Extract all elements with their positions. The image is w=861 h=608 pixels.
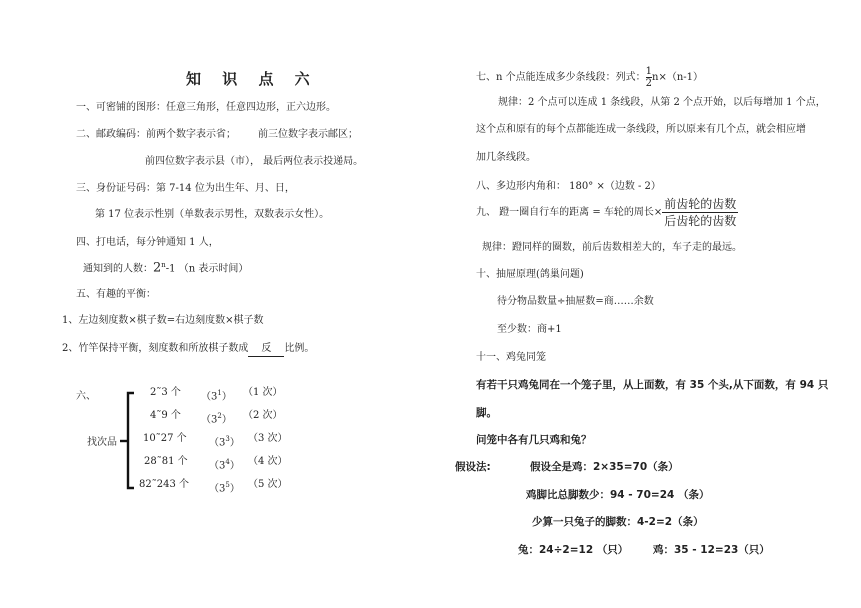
item-10-pigeonhole: 十、抽屉原理(鸽巢问题) [476, 269, 584, 280]
balance-2-post: 比例。 [284, 343, 315, 354]
assume-method-label: 假设法: [455, 461, 491, 473]
item-5-balance-2 [62, 342, 314, 357]
power-base: 3 [211, 414, 218, 426]
fraction-numerator: 1 [645, 66, 652, 77]
solution-step-3: 少算一只兔子的脚数：4-2=2（条） [532, 516, 704, 528]
item-11-chicken-rabbit: 十一、鸡兔同笼 [476, 352, 546, 363]
item-6-label: 六、 [76, 391, 96, 402]
row-range: 28˜81 个 [144, 456, 188, 467]
paren-open: （ [201, 391, 211, 403]
notified-label: 通知到的人数： [83, 263, 153, 275]
row-power [209, 478, 240, 496]
item-2-postcode-c: 前四位数字表示县（市）， 最后两位表示投递局。 [145, 156, 364, 167]
fraction-denominator: 2 [645, 78, 652, 89]
gear-fraction [662, 196, 738, 229]
power-exponent: n [161, 261, 166, 269]
row-range: 4˜9 个 [150, 410, 181, 421]
bicycle-rule: 规律：蹬同样的圈数，前后齿数相差大的，车子走的最远。 [482, 242, 742, 253]
power-base: 2 [153, 260, 162, 276]
item-9-bicycle [476, 196, 738, 229]
row-range: 2˜3 个 [150, 387, 181, 398]
item-4-phone-b [83, 258, 248, 276]
balance-2-pre: 2、竹竿保持平衡，刻度数和所放棋子数成 [62, 343, 249, 354]
item-5-balance: 五、有趣的平衡： [76, 289, 156, 300]
row-times: （4 次） [248, 456, 288, 467]
row-range: 82˜243 个 [139, 479, 189, 490]
solution-step-2: 鸡脚比总脚数少：94 - 70=24 （条） [526, 489, 710, 501]
paren-close: ） [229, 483, 240, 495]
row-times: （5 次） [248, 479, 288, 490]
power-exponent: 5 [225, 481, 230, 489]
row-power [209, 432, 240, 450]
item-2-postcode-a: 二、邮政编码：前两个数字表示省； [76, 129, 236, 140]
paren-open: （ [209, 483, 219, 495]
bicycle-pre: 九、 蹬一圈自行车的距离 = 车轮的周长× [476, 207, 663, 218]
item-3-idcard-b: 第 17 位表示性别（单数表示男性，双数表示女性）。 [95, 209, 330, 220]
brace-icon [118, 390, 138, 494]
power-base: 3 [219, 483, 226, 495]
segments-rule-2: 这个点和原有的每个点都能连成一条线段，所以原来有几个点，就会相应增 [476, 124, 806, 135]
paren-open: （ [209, 460, 219, 472]
gear-numerator: 前齿轮的齿数 [664, 197, 737, 211]
page-title: 知 识 点 六 [186, 70, 318, 88]
problem-line-2: 脚。 [476, 407, 497, 419]
item-1-tessellation: 一、可密铺的图形：任意三角形，任意四边形，正六边形。 [76, 102, 336, 113]
item-2-postcode-b: 前三位数字表示邮区； [258, 129, 358, 140]
segments-rule-3: 加几条线段。 [476, 152, 536, 163]
solution-rabbits: 兔：24÷2=12 （只） [518, 544, 629, 556]
paren-open: （ [201, 414, 211, 426]
gear-denominator: 后齿轮的齿数 [664, 214, 737, 228]
row-times: （2 次） [243, 410, 283, 421]
paren-close: ） [221, 414, 232, 426]
power-base: 3 [211, 391, 218, 403]
power-exponent: 3 [225, 435, 230, 443]
row-power [209, 455, 240, 473]
row-power [201, 386, 232, 404]
row-times: （3 次） [248, 433, 288, 444]
notified-tail: -1 （n 表示时间） [165, 263, 249, 275]
paren-close: ） [229, 460, 240, 472]
solution-step-1: 假设全是鸡：2×35=70（条） [530, 461, 679, 473]
segments-post: n×（n-1） [652, 72, 704, 83]
item-3-idcard-a: 三、身份证号码：第 7-14 位为出生年、月、日， [76, 183, 295, 194]
item-4-phone-a: 四、打电话，每分钟通知 1 人， [76, 237, 219, 248]
pigeonhole-formula: 待分物品数量÷抽屉数=商……余数 [497, 296, 654, 307]
pigeonhole-minimum: 至少数：商+1 [497, 324, 562, 335]
problem-line-1: 有若干只鸡兔同在一个笼子里，从上面数，有 35 个头,从下面数，有 94 只 [476, 379, 829, 391]
solution-chickens: 鸡：35 - 12=23（只） [653, 544, 770, 556]
power-base: 3 [219, 460, 226, 472]
power-exponent: 1 [217, 389, 222, 397]
power-exponent: 4 [225, 458, 230, 466]
paren-close: ） [221, 391, 232, 403]
segments-rule-1: 规律：2 个点可以连成 1 条线段，从第 2 个点开始，以后每增加 1 个点， [498, 97, 826, 108]
power-exponent: 2 [217, 412, 222, 420]
row-range: 10˜27 个 [143, 433, 187, 444]
power-base: 3 [219, 437, 226, 449]
item-5-balance-1: 1、左边刻度数×棋子数=右边刻度数×棋子数 [62, 315, 264, 326]
row-power [201, 409, 232, 427]
segments-pre: 七、n 个点能连成多少条线段：列式： [476, 72, 646, 83]
paren-open: （ [209, 437, 219, 449]
paren-close: ） [229, 437, 240, 449]
balance-2-blank: 反 [248, 342, 284, 357]
item-7-segments [476, 66, 703, 89]
item-8-polygon-angles: 八、多边形内角和： 180° ×（边数 - 2） [476, 181, 661, 192]
problem-question: 问笼中各有几只鸡和兔？ [476, 434, 592, 446]
row-times: （1 次） [243, 387, 283, 398]
find-defective-label: 找次品 [87, 437, 117, 448]
